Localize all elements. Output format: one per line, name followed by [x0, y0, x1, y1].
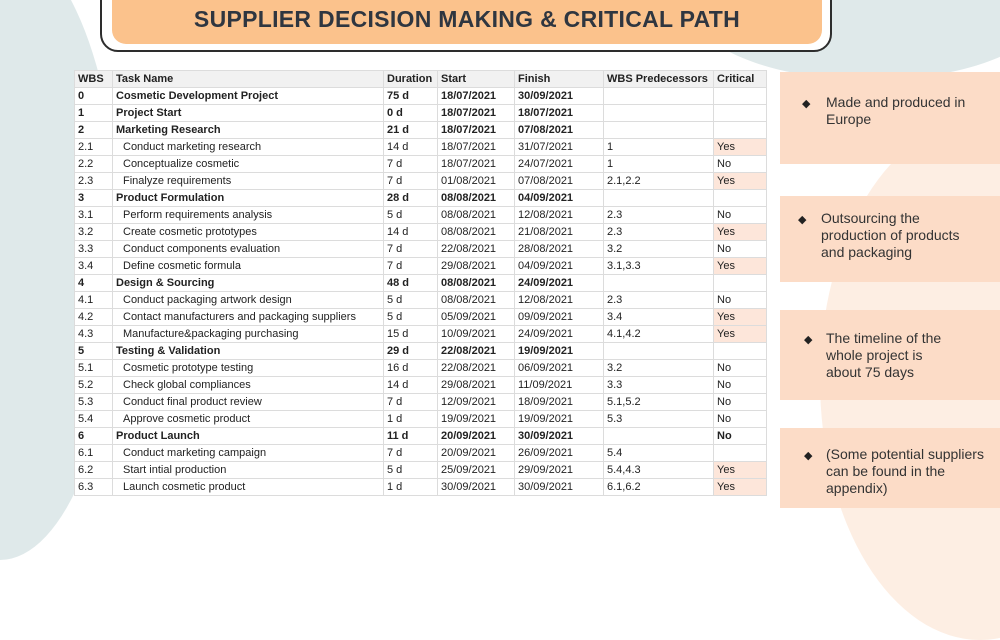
table-row: [75, 275, 767, 292]
cell-duration: 0 d: [384, 105, 438, 122]
cell-critical: [714, 122, 767, 139]
cell-task-name: Project Start: [113, 105, 384, 122]
cell-start: 20/09/2021: [438, 428, 515, 445]
cell-wbs: 3: [75, 190, 113, 207]
cell-finish: 07/08/2021: [515, 173, 604, 190]
note-text-1: Made and produced in Europe: [826, 94, 966, 127]
cell-wbs: 6: [75, 428, 113, 445]
table-row: [75, 462, 767, 479]
cell-finish: 31/07/2021: [515, 139, 604, 156]
cell-finish: 09/09/2021: [515, 309, 604, 326]
cell-finish: 24/07/2021: [515, 156, 604, 173]
cell-predecessors: [604, 105, 714, 122]
cell-predecessors: 2.3: [604, 224, 714, 241]
cell-start: 01/08/2021: [438, 173, 515, 190]
table-row: [75, 411, 767, 428]
cell-start: 08/08/2021: [438, 207, 515, 224]
cell-start: 08/08/2021: [438, 292, 515, 309]
cell-critical: No: [714, 207, 767, 224]
cell-duration: 7 d: [384, 394, 438, 411]
cell-start: 18/07/2021: [438, 122, 515, 139]
cell-predecessors: 3.2: [604, 241, 714, 258]
cell-finish: 19/09/2021: [515, 411, 604, 428]
cell-wbs: 2.2: [75, 156, 113, 173]
cell-critical: Yes: [714, 139, 767, 156]
cell-start: 22/08/2021: [438, 343, 515, 360]
cell-start: 12/09/2021: [438, 394, 515, 411]
cell-critical: No: [714, 292, 767, 309]
cell-finish: 21/08/2021: [515, 224, 604, 241]
table-row: [75, 394, 767, 411]
cell-critical: No: [714, 411, 767, 428]
cell-task-name: Product Formulation: [113, 190, 384, 207]
cell-predecessors: 2.1,2.2: [604, 173, 714, 190]
cell-start: 05/09/2021: [438, 309, 515, 326]
note-card-1: [780, 72, 1000, 164]
cell-task-name: Conduct components evaluation: [113, 241, 384, 258]
cell-duration: 15 d: [384, 326, 438, 343]
note-card-3: [780, 310, 1000, 400]
cell-finish: 04/09/2021: [515, 258, 604, 275]
cell-task-name: Perform requirements analysis: [113, 207, 384, 224]
cell-duration: 7 d: [384, 156, 438, 173]
cell-predecessors: [604, 88, 714, 105]
cell-predecessors: 2.3: [604, 292, 714, 309]
cell-duration: 21 d: [384, 122, 438, 139]
cell-duration: 14 d: [384, 139, 438, 156]
cell-predecessors: 5.4,4.3: [604, 462, 714, 479]
cell-predecessors: [604, 190, 714, 207]
cell-wbs: 0: [75, 88, 113, 105]
cell-critical: No: [714, 428, 767, 445]
cell-wbs: 5.2: [75, 377, 113, 394]
table-row: [75, 326, 767, 343]
cell-task-name: Testing & Validation: [113, 343, 384, 360]
diamond-bullet-icon: ◆: [804, 450, 813, 462]
cell-critical: [714, 190, 767, 207]
cell-duration: 1 d: [384, 411, 438, 428]
cell-wbs: 2.1: [75, 139, 113, 156]
header-critical: Critical: [714, 71, 767, 88]
cell-critical: No: [714, 241, 767, 258]
cell-duration: 1 d: [384, 479, 438, 496]
wbs-table: [74, 70, 767, 496]
diamond-bullet-icon: ◆: [802, 98, 811, 110]
cell-wbs: 5.3: [75, 394, 113, 411]
cell-finish: 18/09/2021: [515, 394, 604, 411]
cell-predecessors: 3.3: [604, 377, 714, 394]
cell-predecessors: [604, 343, 714, 360]
header-predecessors: WBS Predecessors: [604, 71, 714, 88]
cell-duration: 14 d: [384, 377, 438, 394]
cell-critical: [714, 343, 767, 360]
table-row: [75, 156, 767, 173]
cell-critical: No: [714, 156, 767, 173]
cell-finish: 18/07/2021: [515, 105, 604, 122]
cell-duration: 28 d: [384, 190, 438, 207]
cell-wbs: 3.4: [75, 258, 113, 275]
cell-duration: 5 d: [384, 207, 438, 224]
cell-duration: 14 d: [384, 224, 438, 241]
diamond-bullet-icon: ◆: [804, 334, 813, 346]
cell-finish: 28/08/2021: [515, 241, 604, 258]
table-row: [75, 479, 767, 496]
cell-predecessors: 6.1,6.2: [604, 479, 714, 496]
cell-start: 22/08/2021: [438, 360, 515, 377]
cell-predecessors: [604, 275, 714, 292]
cell-wbs: 1: [75, 105, 113, 122]
cell-start: 19/09/2021: [438, 411, 515, 428]
cell-critical: Yes: [714, 462, 767, 479]
cell-critical: [714, 88, 767, 105]
cell-finish: 29/09/2021: [515, 462, 604, 479]
cell-start: 08/08/2021: [438, 275, 515, 292]
cell-task-name: Launch cosmetic product: [113, 479, 384, 496]
table-row: [75, 173, 767, 190]
header-wbs: WBS: [75, 71, 113, 88]
cell-wbs: 5.4: [75, 411, 113, 428]
cell-critical: Yes: [714, 224, 767, 241]
cell-wbs: 6.2: [75, 462, 113, 479]
cell-start: 30/09/2021: [438, 479, 515, 496]
header-duration: Duration: [384, 71, 438, 88]
table-row: [75, 207, 767, 224]
note-card-4: [780, 428, 1000, 508]
cell-wbs: 2.3: [75, 173, 113, 190]
cell-duration: 7 d: [384, 241, 438, 258]
cell-duration: 7 d: [384, 173, 438, 190]
diamond-bullet-icon: ◆: [798, 214, 807, 226]
page-title: SUPPLIER DECISION MAKING & CRITICAL PATH: [193, 6, 741, 32]
cell-start: 29/08/2021: [438, 377, 515, 394]
cell-task-name: Conduct marketing research: [113, 139, 384, 156]
cell-wbs: 4: [75, 275, 113, 292]
cell-task-name: Check global compliances: [113, 377, 384, 394]
cell-critical: [714, 105, 767, 122]
cell-critical: Yes: [714, 326, 767, 343]
cell-finish: 26/09/2021: [515, 445, 604, 462]
cell-finish: 30/09/2021: [515, 479, 604, 496]
cell-wbs: 3.1: [75, 207, 113, 224]
cell-wbs: 6.3: [75, 479, 113, 496]
cell-task-name: Conceptualize cosmetic: [113, 156, 384, 173]
table-row: [75, 190, 767, 207]
cell-task-name: Create cosmetic prototypes: [113, 224, 384, 241]
table-row: [75, 241, 767, 258]
cell-duration: 48 d: [384, 275, 438, 292]
cell-duration: 16 d: [384, 360, 438, 377]
table-row: [75, 428, 767, 445]
note-card-2: [780, 196, 1000, 282]
cell-finish: 07/08/2021: [515, 122, 604, 139]
cell-finish: 06/09/2021: [515, 360, 604, 377]
header-finish: Finish: [515, 71, 604, 88]
cell-predecessors: 1: [604, 156, 714, 173]
cell-task-name: Conduct packaging artwork design: [113, 292, 384, 309]
cell-task-name: Finalyze requirements: [113, 173, 384, 190]
table-row: [75, 309, 767, 326]
table-row: [75, 224, 767, 241]
cell-wbs: 4.3: [75, 326, 113, 343]
cell-predecessors: [604, 428, 714, 445]
cell-duration: 5 d: [384, 309, 438, 326]
cell-task-name: Manufacture&packaging purchasing: [113, 326, 384, 343]
cell-duration: 11 d: [384, 428, 438, 445]
cell-start: 18/07/2021: [438, 88, 515, 105]
cell-start: 18/07/2021: [438, 139, 515, 156]
cell-finish: 24/09/2021: [515, 275, 604, 292]
cell-task-name: Cosmetic prototype testing: [113, 360, 384, 377]
cell-start: 18/07/2021: [438, 105, 515, 122]
table-row: [75, 122, 767, 139]
cell-critical: No: [714, 394, 767, 411]
table-header-row: [75, 71, 767, 88]
cell-predecessors: 5.4: [604, 445, 714, 462]
cell-predecessors: [604, 122, 714, 139]
header-start: Start: [438, 71, 515, 88]
cell-predecessors: 2.3: [604, 207, 714, 224]
table-row: [75, 139, 767, 156]
cell-start: 25/09/2021: [438, 462, 515, 479]
cell-finish: 12/08/2021: [515, 207, 604, 224]
cell-start: 08/08/2021: [438, 224, 515, 241]
cell-critical: Yes: [714, 479, 767, 496]
cell-duration: 7 d: [384, 258, 438, 275]
cell-finish: 12/08/2021: [515, 292, 604, 309]
cell-wbs: 4.1: [75, 292, 113, 309]
cell-task-name: Cosmetic Development Project: [113, 88, 384, 105]
wbs-table-body: [75, 88, 767, 496]
cell-predecessors: 3.2: [604, 360, 714, 377]
cell-wbs: 2: [75, 122, 113, 139]
cell-critical: No: [714, 360, 767, 377]
cell-duration: 7 d: [384, 445, 438, 462]
cell-finish: 04/09/2021: [515, 190, 604, 207]
cell-duration: 5 d: [384, 292, 438, 309]
cell-finish: 24/09/2021: [515, 326, 604, 343]
note-text-4: (Some potential suppliers can be found in the appendix): [826, 446, 984, 496]
cell-task-name: Define cosmetic formula: [113, 258, 384, 275]
cell-task-name: Marketing Research: [113, 122, 384, 139]
cell-predecessors: 4.1,4.2: [604, 326, 714, 343]
table-row: [75, 258, 767, 275]
cell-critical: [714, 275, 767, 292]
table-row: [75, 88, 767, 105]
cell-duration: 75 d: [384, 88, 438, 105]
cell-critical: No: [714, 377, 767, 394]
cell-task-name: Design & Sourcing: [113, 275, 384, 292]
cell-predecessors: 3.1,3.3: [604, 258, 714, 275]
cell-task-name: Product Launch: [113, 428, 384, 445]
cell-start: 18/07/2021: [438, 156, 515, 173]
table-row: [75, 343, 767, 360]
cell-task-name: Contact manufacturers and packaging suppliers: [113, 309, 384, 326]
header-task-name: Task Name: [113, 71, 384, 88]
cell-start: 29/08/2021: [438, 258, 515, 275]
cell-finish: 30/09/2021: [515, 428, 604, 445]
table-row: [75, 445, 767, 462]
cell-start: 22/08/2021: [438, 241, 515, 258]
cell-finish: 11/09/2021: [515, 377, 604, 394]
note-text-3: The timeline of the whole project is about 75 days: [826, 330, 942, 380]
cell-finish: 30/09/2021: [515, 88, 604, 105]
cell-wbs: 6.1: [75, 445, 113, 462]
cell-critical: [714, 445, 767, 462]
cell-task-name: Approve cosmetic product: [113, 411, 384, 428]
table-row: [75, 292, 767, 309]
cell-duration: 5 d: [384, 462, 438, 479]
cell-critical: Yes: [714, 258, 767, 275]
cell-task-name: Start intial production: [113, 462, 384, 479]
cell-wbs: 5.1: [75, 360, 113, 377]
cell-start: 10/09/2021: [438, 326, 515, 343]
table-row: [75, 377, 767, 394]
cell-start: 20/09/2021: [438, 445, 515, 462]
cell-task-name: Conduct final product review: [113, 394, 384, 411]
cell-predecessors: 3.4: [604, 309, 714, 326]
cell-start: 08/08/2021: [438, 190, 515, 207]
cell-wbs: 4.2: [75, 309, 113, 326]
cell-wbs: 3.3: [75, 241, 113, 258]
cell-critical: Yes: [714, 173, 767, 190]
cell-predecessors: 5.3: [604, 411, 714, 428]
cell-duration: 29 d: [384, 343, 438, 360]
cell-wbs: 3.2: [75, 224, 113, 241]
table-row: [75, 360, 767, 377]
cell-critical: Yes: [714, 309, 767, 326]
note-text-2: Outsourcing the production of products and packaging: [821, 210, 960, 260]
cell-predecessors: 1: [604, 139, 714, 156]
cell-predecessors: 5.1,5.2: [604, 394, 714, 411]
cell-finish: 19/09/2021: [515, 343, 604, 360]
cell-wbs: 5: [75, 343, 113, 360]
cell-task-name: Conduct marketing campaign: [113, 445, 384, 462]
table-row: [75, 105, 767, 122]
